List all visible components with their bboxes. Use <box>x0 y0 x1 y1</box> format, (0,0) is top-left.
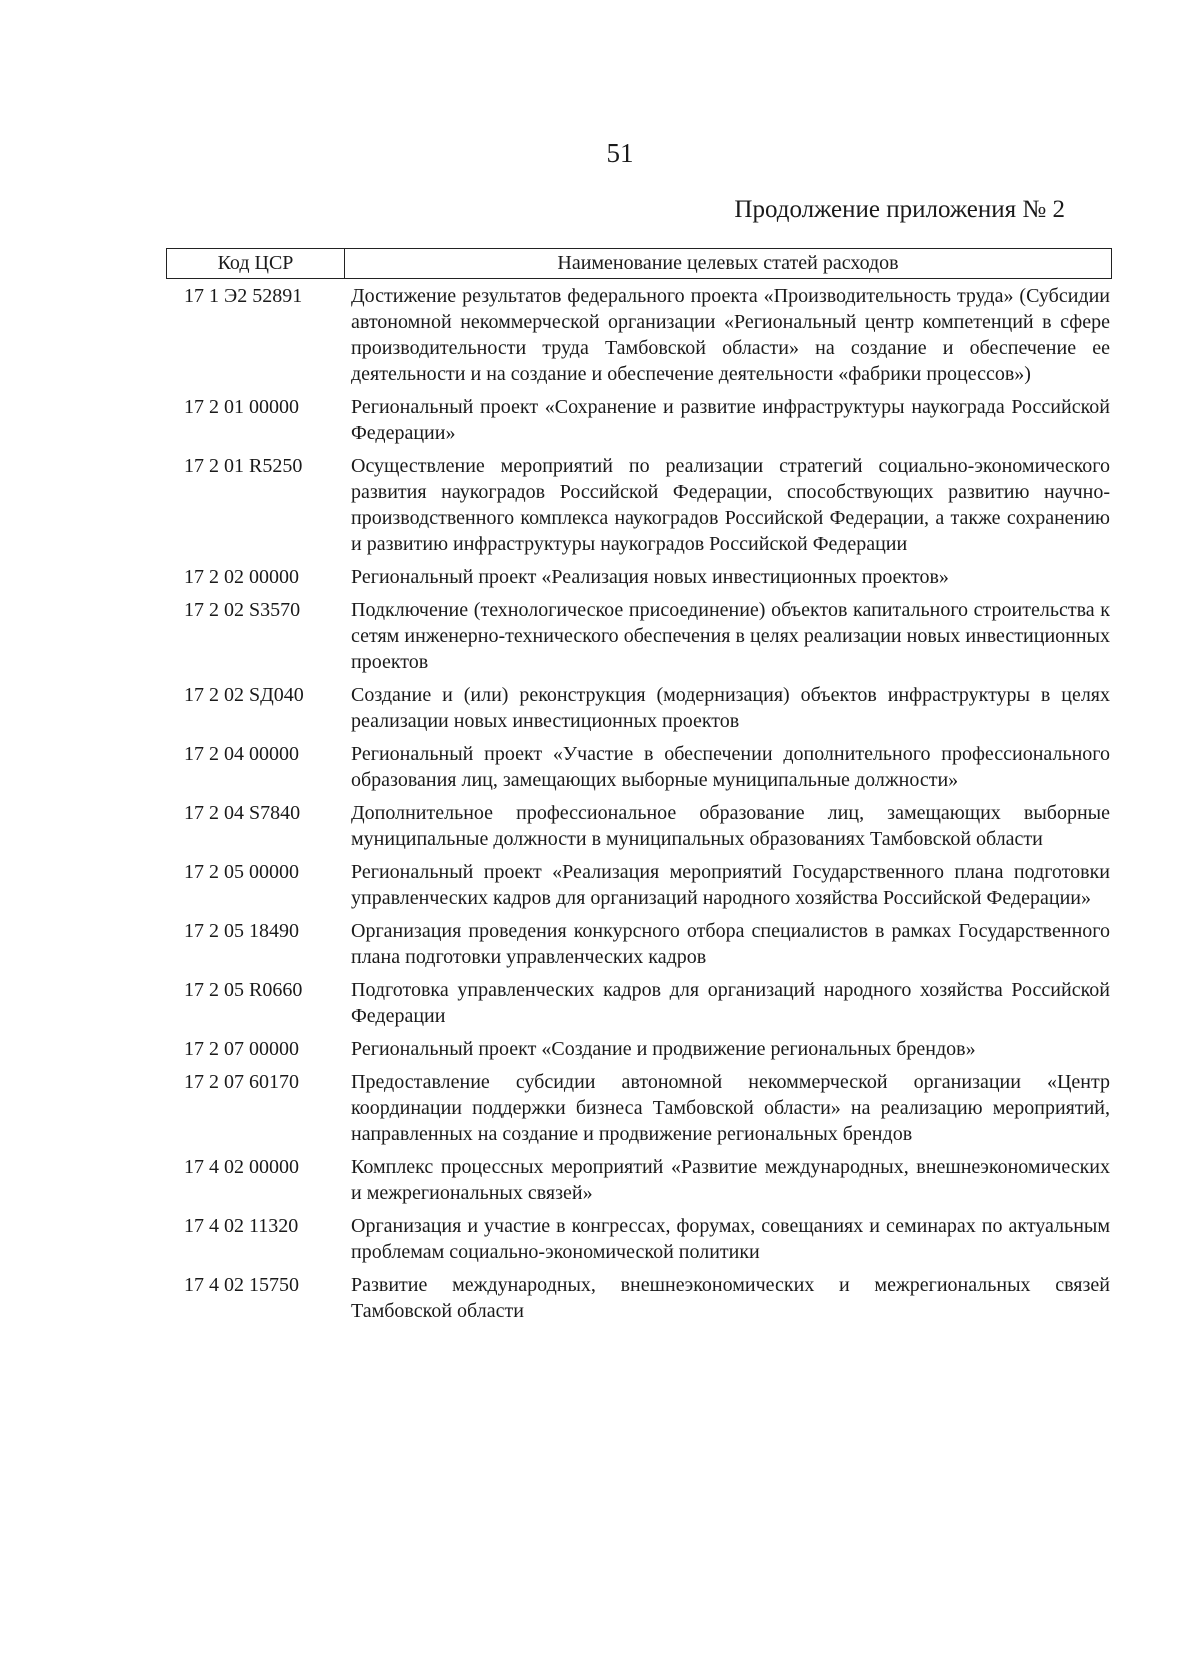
table-body <box>166 283 1114 1331</box>
row-name: Предоставление субсидии автономной некоммерческой организации «Центр координации поддержки бизнеса Тамбовской области» на реализацию мероприятий, направленных на создание и продвижение региональных брендов <box>351 1071 1110 1145</box>
row-code: 17 2 02 SД040 <box>184 684 304 706</box>
row-name: Организация проведения конкурсного отбора специалистов в рамках Государственного плана подготовки управленческих кадров <box>351 920 1110 968</box>
table-row <box>166 1069 1114 1147</box>
row-code: 17 4 02 11320 <box>184 1215 299 1237</box>
table-row <box>166 283 1114 387</box>
row-name: Региональный проект «Участие в обеспечении дополнительного профессионального образования лиц, замещающих выборные муниципальные должности» <box>351 743 1110 791</box>
row-code: 17 2 05 18490 <box>184 920 299 942</box>
row-name: Региональный проект «Сохранение и развитие инфраструктуры наукограда Российской Федерации» <box>351 396 1110 444</box>
row-name: Региональный проект «Создание и продвижение региональных брендов» <box>351 1038 976 1060</box>
row-code: 17 1 Э2 52891 <box>184 285 303 307</box>
header-name-column: Наименование целевых статей расходов <box>557 252 899 274</box>
table-row <box>166 977 1114 1029</box>
row-code: 17 2 07 60170 <box>184 1071 299 1093</box>
row-name: Развитие международных, внешнеэкономических и межрегиональных связей Тамбовской области <box>351 1274 1110 1322</box>
row-code: 17 2 01 00000 <box>184 396 299 418</box>
row-name: Региональный проект «Реализация новых инвестиционных проектов» <box>351 566 949 588</box>
table-row <box>166 800 1114 852</box>
row-code: 17 2 05 00000 <box>184 861 299 883</box>
row-name: Подключение (технологическое присоединение) объектов капитального строительства к сетям инженерно-технического обеспечения в целях реализации новых инвестиционных проектов <box>351 599 1110 673</box>
table-row <box>166 741 1114 793</box>
table-row <box>166 918 1114 970</box>
table-row <box>166 1036 1114 1062</box>
row-name: Организация и участие в конгрессах, форумах, совещаниях и семинарах по актуальным проблемам социально-экономической политики <box>351 1215 1110 1263</box>
row-name: Достижение результатов федерального проекта «Производительность труда» (Субсидии автономной некоммерческой организации «Региональный центр компетенций в сфере производительности труда Тамбовской области» на создание и обеспечение ее деятельности и на создание и обеспечение деятельности «фабрики процессов») <box>351 285 1110 385</box>
row-name: Осуществление мероприятий по реализации стратегий социально-экономического развития наукоградов Российской Федерации, способствующих развитию научно-производственного комплекса наукоградов Российской Федерации, а также сохранению и развитию инфраструктуры наукоградов Российской Федерации <box>351 455 1110 555</box>
row-code: 17 4 02 00000 <box>184 1156 299 1178</box>
row-name: Региональный проект «Реализация мероприятий Государственного плана подготовки управленческих кадров для организаций народного хозяйства Российской Федерации» <box>351 861 1110 909</box>
row-code: 17 4 02 15750 <box>184 1274 299 1296</box>
row-code: 17 2 02 S3570 <box>184 599 301 621</box>
row-code: 17 2 02 00000 <box>184 566 299 588</box>
row-code: 17 2 04 S7840 <box>184 802 301 824</box>
header-code-column: Код ЦСР <box>167 249 345 278</box>
row-code: 17 2 05 R0660 <box>184 979 303 1001</box>
table-row <box>166 1272 1114 1324</box>
row-code: 17 2 07 00000 <box>184 1038 299 1060</box>
table-row <box>166 564 1114 590</box>
appendix-note: Продолжение приложения № 2 <box>734 196 1065 223</box>
table-row <box>166 394 1114 446</box>
table-row <box>166 859 1114 911</box>
row-name: Подготовка управленческих кадров для организаций народного хозяйства Российской Федерации <box>351 979 1110 1027</box>
table-header <box>166 248 1112 279</box>
row-code: 17 2 01 R5250 <box>184 455 303 477</box>
page-number: 51 <box>606 138 634 168</box>
row-name: Создание и (или) реконструкция (модернизация) объектов инфраструктуры в целях реализации новых инвестиционных проектов <box>351 684 1110 732</box>
table-row <box>166 597 1114 675</box>
row-name: Дополнительное профессиональное образование лиц, замещающих выборные муниципальные должности в муниципальных образованиях Тамбовской области <box>351 802 1110 850</box>
row-code: 17 2 04 00000 <box>184 743 299 765</box>
row-name: Комплекс процессных мероприятий «Развитие международных, внешнеэкономических и межрегиональных связей» <box>351 1156 1110 1204</box>
table-row <box>166 1213 1114 1265</box>
table-row <box>166 1154 1114 1206</box>
table-row <box>166 453 1114 557</box>
table-row <box>166 682 1114 734</box>
